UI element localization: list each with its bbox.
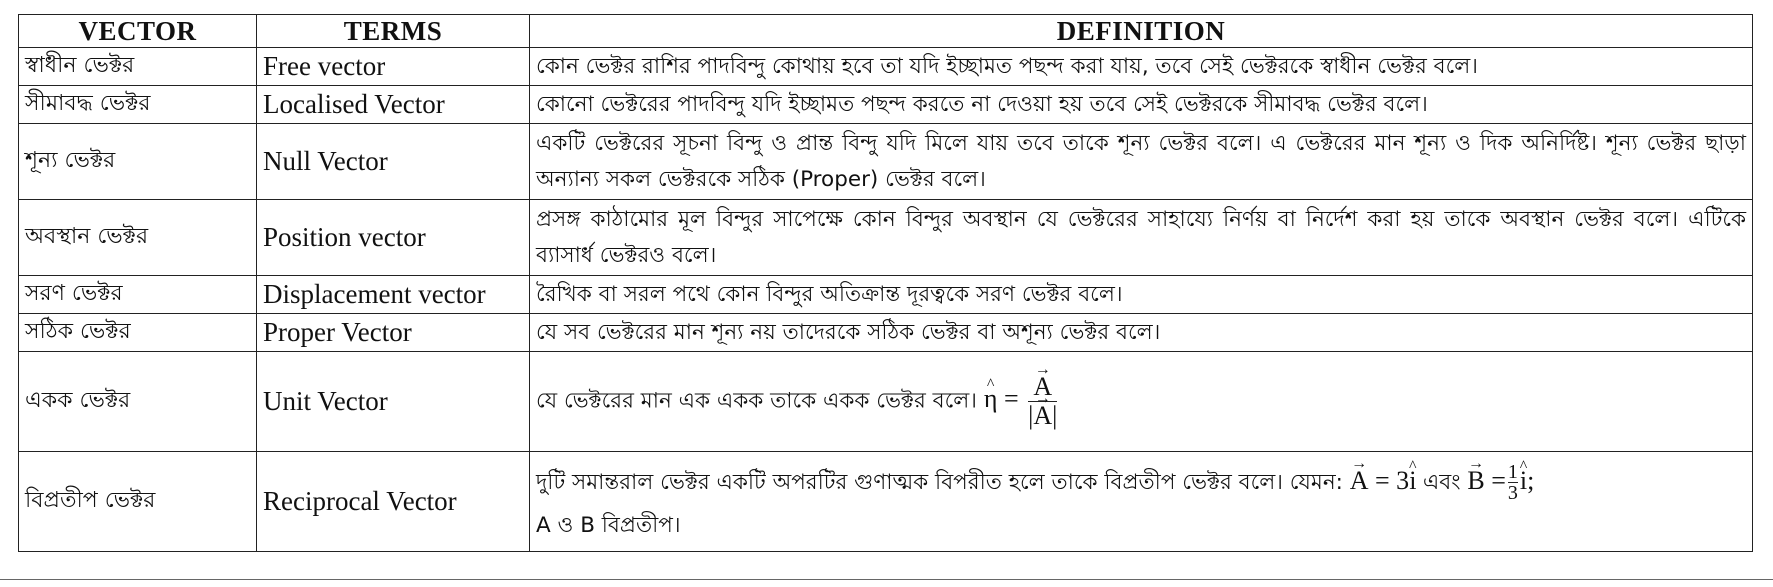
reciprocal-formula [1350, 466, 1423, 495]
table-row [19, 276, 1753, 314]
definition-cell [530, 352, 1753, 452]
header-row [19, 15, 1753, 48]
bengali-term: সরণ ভেক্টর [19, 276, 257, 314]
english-term: Displacement vector [257, 276, 530, 314]
english-term: Null Vector [257, 124, 530, 200]
vector-a: → A [1350, 458, 1369, 504]
conjunction: এবং [1422, 469, 1461, 495]
equals-sign: = [1003, 384, 1019, 414]
bengali-term: সীমাবদ্ধ ভেক্টর [19, 86, 257, 124]
page-bottom-rule [0, 579, 1773, 580]
definition-text: একটি ভেক্টরের সূচনা বিন্দু ও প্রান্ত বিন্দু যদি মিলে যায় তবে তাকে শূন্য ভেক্টর বলে। এ ভেক্টরের মান শূন্য ও দিক অনির্দিষ্ট। শূন্য ভেক্টর ছাড়া অন্যান্য সকল ভেক্টরকে সঠিক (Proper) ভেক্টর বলে। [530, 124, 1753, 200]
vector-definitions-table [18, 14, 1753, 552]
equals-three: = 3 [1375, 465, 1410, 495]
magnitude-a: |→ A| [1028, 402, 1057, 430]
table-row [19, 314, 1753, 352]
english-term: Reciprocal Vector [257, 452, 530, 552]
table-row [19, 452, 1753, 552]
definition-text: কোনো ভেক্টরের পাদবিন্দু যদি ইচ্ছামত পছন্দ করতে না দেওয়া হয় তবে সেই ভেক্টরকে সীমাবদ্ধ ভেক্টর বলে। [530, 86, 1753, 124]
header-terms: TERMS [257, 15, 530, 48]
fraction [1028, 373, 1057, 430]
definition-text: দুটি সমান্তরাল ভেক্টর একটি অপরটির গুণাত্মক বিপরীত হলে তাকে বিপ্রতীপ ভেক্টর বলে। যেমন: [536, 469, 1343, 495]
table-row [19, 48, 1753, 86]
definition-text: কোন ভেক্টর রাশির পাদবিন্দু কোথায় হবে তা যদি ইচ্ছামত পছন্দ করা যায়, তবে সেই ভেক্টরকে স্বাধীন ভেক্টর বলে। [530, 48, 1753, 86]
table-row [19, 200, 1753, 276]
i-hat-symbol: ^ i [1409, 458, 1416, 504]
english-term: Localised Vector [257, 86, 530, 124]
table-row [19, 124, 1753, 200]
unit-vector-formula [983, 372, 1061, 430]
table-row [19, 86, 1753, 124]
vector-b: → B [1467, 458, 1484, 504]
one-third-fraction: $\frac{1}{3}$ [1507, 461, 1518, 505]
bengali-term: শূন্য ভেক্টর [19, 124, 257, 200]
vector-a: → A [1033, 373, 1052, 401]
english-term: Position vector [257, 200, 530, 276]
bengali-term: সঠিক ভেক্টর [19, 314, 257, 352]
definition-text: যে ভেক্টরের মান এক একক তাকে একক ভেক্টর বলে। [536, 388, 977, 414]
header-definition: DEFINITION [530, 15, 1753, 48]
definition-text: প্রসঙ্গ কাঠামোর মূল বিন্দুর সাপেক্ষে কোন বিন্দুর অবস্থান যে ভেক্টরের সাহায্যে নির্ণয় বা নির্দেশ করা হয় তাকে অবস্থান ভেক্টর বলে। এটিকে ব্যাসার্ধ ভেক্টরও বলে। [530, 200, 1753, 276]
english-term: Proper Vector [257, 314, 530, 352]
definition-cell: দুটি সমান্তরাল ভেক্টর একটি অপরটির গুণাত্মক বিপরীত হলে তাকে বিপ্রতীপ ভেক্টর বলে। যেমন: → A = 3^ i এবং → B = $\frac{1}{3}$ ^ i; A ও B বিপ্রতীপ। [530, 452, 1753, 552]
definition-text: রৈখিক বা সরল পথে কোন বিন্দুর অতিক্রান্ত দূরত্বকে সরণ ভেক্টর বলে। [530, 276, 1753, 314]
definition-text-2: A ও B বিপ্রতীপ। [536, 512, 681, 538]
bengali-term: অবস্থান ভেক্টর [19, 200, 257, 276]
i-hat-symbol: ^ i [1520, 458, 1527, 504]
english-term: Free vector [257, 48, 530, 86]
equals-sign: = [1491, 465, 1506, 495]
bengali-term: স্বাধীন ভেক্টর [19, 48, 257, 86]
bengali-term: একক ভেক্টর [19, 352, 257, 452]
definition-text: যে সব ভেক্টরের মান শূন্য নয় তাদেরকে সঠিক ভেক্টর বা অশূন্য ভেক্টর বলে। [530, 314, 1753, 352]
table-row [19, 352, 1753, 452]
english-term: Unit Vector [257, 352, 530, 452]
header-vector: VECTOR [19, 15, 257, 48]
eta-hat-symbol: ^ η [984, 381, 998, 417]
bengali-term: বিপ্রতীপ ভেক্টর [19, 452, 257, 552]
